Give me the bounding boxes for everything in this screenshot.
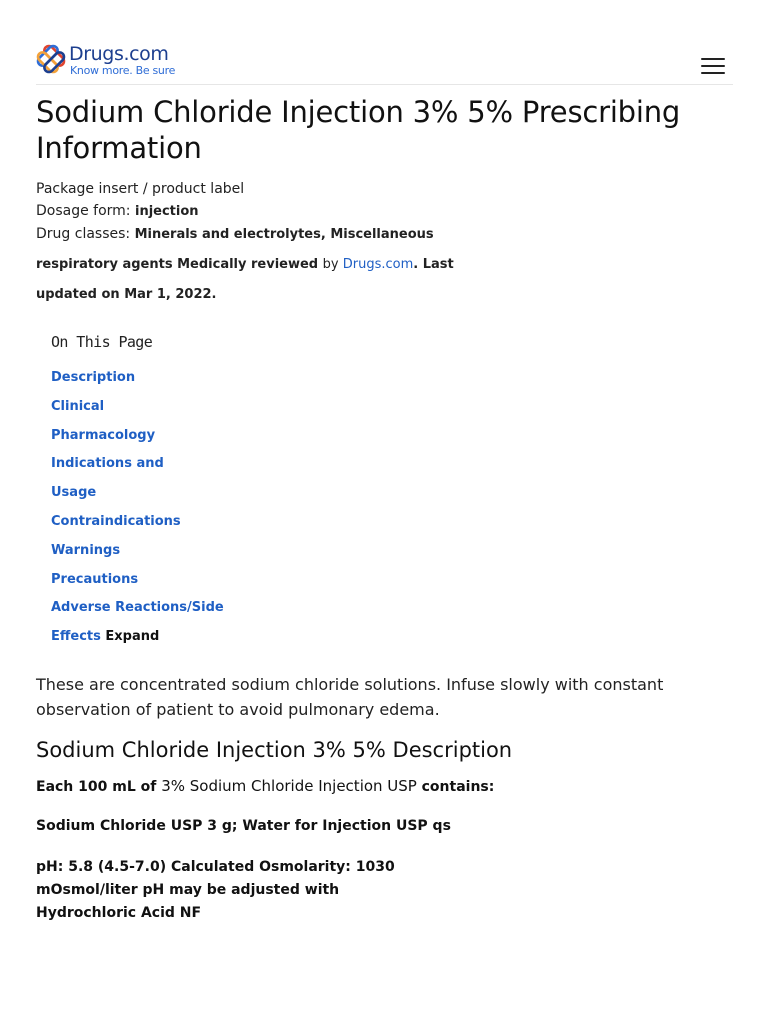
site-header	[36, 40, 733, 85]
each-100ml-paragraph	[36, 774, 716, 799]
description-heading: Sodium Chloride Injection 3% 5% Description	[36, 738, 513, 762]
by-text: by	[322, 257, 343, 272]
hamburger-menu-icon[interactable]	[701, 58, 725, 76]
ph-line-3: Hydrochloric Acid NF	[36, 905, 202, 921]
page-meta	[36, 178, 506, 310]
toc-title: On This Page	[51, 333, 153, 351]
drugs-com-logo-icon	[36, 43, 66, 75]
package-line: Package insert / product label	[36, 181, 245, 197]
last-updated: updated on Mar 1, 2022.	[36, 287, 217, 302]
toc-expand-button[interactable]: Expand	[100, 629, 160, 645]
each-product: 3% Sodium Chloride Injection USP	[161, 777, 422, 795]
medically-reviewed-text: Medically reviewed	[172, 257, 323, 272]
each-suffix: contains:	[421, 779, 495, 795]
site-name: Drugs.com	[69, 43, 169, 65]
site-tagline: Know more. Be sure	[70, 64, 176, 77]
toc-item-adverse-reactions[interactable]: Adverse Reactions/Side	[51, 600, 224, 616]
toc-item-contraindications[interactable]: Contraindications	[51, 513, 181, 529]
toc-item-description[interactable]: Description	[51, 370, 136, 385]
ph-line-2: mOsmol/liter pH may be adjusted with	[36, 882, 340, 898]
table-of-contents	[51, 330, 351, 652]
drug-classes-label: Drug classes:	[36, 226, 135, 242]
last-text: . Last	[413, 257, 454, 272]
toc-item-precautions[interactable]: Precautions	[51, 571, 139, 587]
toc-item-warnings[interactable]: Warnings	[51, 542, 121, 558]
toc-item-clinical[interactable]: Clinical	[51, 398, 105, 414]
toc-item-usage[interactable]: Usage	[51, 485, 97, 501]
toc-item-effects[interactable]: Effects	[51, 629, 101, 645]
toc-item-indications[interactable]: Indications and	[51, 456, 164, 472]
ph-line-1: pH: 5.8 (4.5-7.0) Calculated Osmolarity: 1030	[36, 859, 395, 875]
intro-paragraph: These are concentrated sodium chloride solutions. Infuse slowly with constant observation of patient to avoid pulmonary edema.	[36, 675, 664, 719]
composition-paragraph: Sodium Chloride USP 3 g; Water for Injection USP qs	[36, 818, 451, 834]
reviewer-link[interactable]: Drugs.com	[342, 257, 414, 272]
dosage-value: injection	[134, 204, 199, 219]
drug-classes-value-cont: respiratory agents	[36, 257, 173, 272]
dosage-label: Dosage form:	[36, 203, 135, 219]
drugs-com-logo[interactable]	[36, 43, 175, 77]
drug-classes-value: Minerals and electrolytes, Miscellaneous	[134, 227, 434, 242]
ph-paragraph	[36, 856, 456, 925]
page-title: Sodium Chloride Injection 3% 5% Prescribing Information	[36, 95, 681, 165]
each-prefix: Each 100 mL of	[36, 779, 162, 795]
toc-item-pharmacology[interactable]: Pharmacology	[51, 427, 156, 443]
